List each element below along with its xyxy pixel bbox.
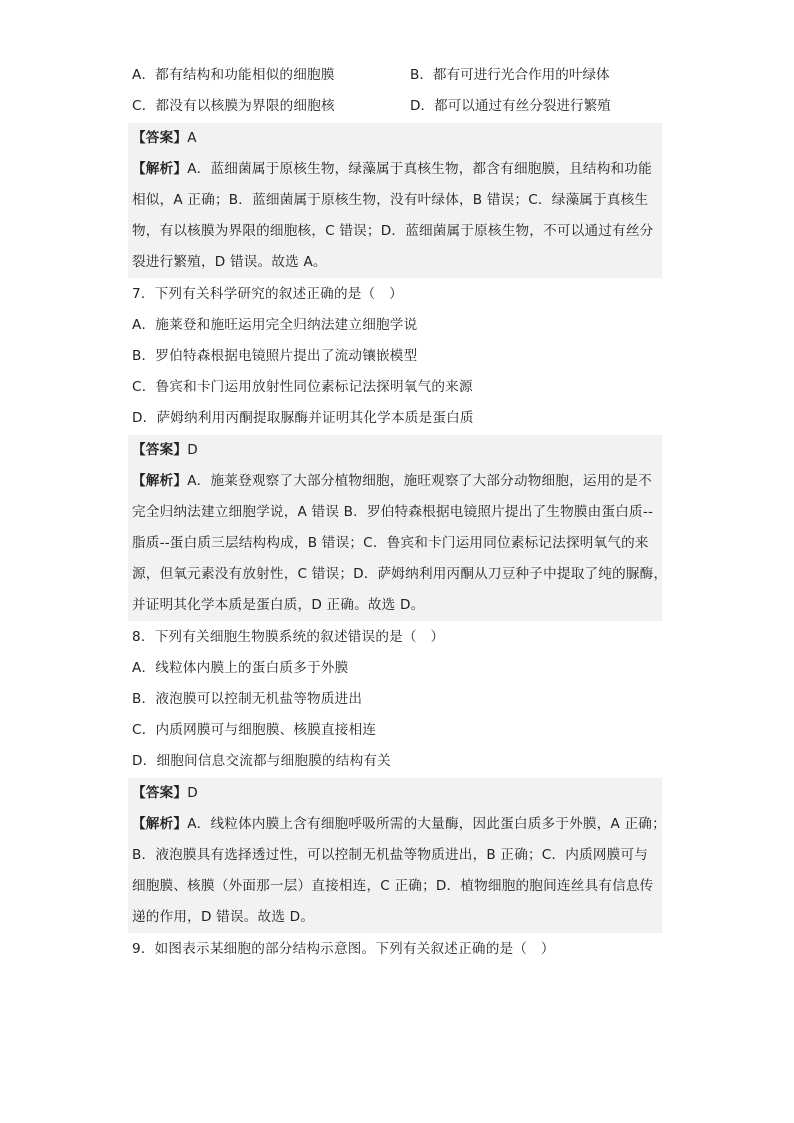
- analysis-label: 【解析】: [132, 161, 188, 177]
- q7-option-d: D．萨姆纳利用丙酮提取脲酶并证明其化学本质是蛋白质: [132, 410, 474, 426]
- q9-stem: 9．如图表示某细胞的部分结构示意图。下列有关叙述正确的是（ ）: [132, 941, 555, 957]
- analysis-label: 【解析】: [132, 473, 188, 489]
- q7-analysis-line-4: 源，但氧元素没有放射性，C 错误；D．萨姆纳利用丙酮从刀豆种子中提取了纯的脲酶，: [132, 566, 668, 582]
- answer-value: A: [187, 130, 197, 146]
- q8-option-a: A．线粒体内膜上的蛋白质多于外膜: [132, 660, 349, 676]
- analysis-text: A．蓝细菌属于原核生物，绿藻属于真核生物，都含有细胞膜，且结构和功能: [187, 161, 652, 177]
- q8-option-d: D．细胞间信息交流都与细胞膜的结构有关: [132, 753, 391, 769]
- answer-label: 【答案】: [132, 130, 188, 146]
- q7-analysis-line-2: 完全归纳法建立细胞学说，A 错误 B．罗伯特森根据电镜照片提出了生物膜由蛋白质--: [132, 504, 654, 520]
- q7-analysis-line-3: 脂质--蛋白质三层结构构成，B 错误；C．鲁宾和卡门运用同位素标记法探明氧气的来: [132, 535, 649, 551]
- q8-option-c: C．内质网膜可与细胞膜、核膜直接相连: [132, 722, 377, 738]
- q7-stem: 7．下列有关科学研究的叙述正确的是（ ）: [132, 286, 403, 302]
- q6-option-c: C．都没有以核膜为界限的细胞核: [132, 98, 335, 114]
- q8-analysis-line-3: 细胞膜、核膜（外面那一层）直接相连，C 正确；D．植物细胞的胞间连丝具有信息传: [132, 878, 654, 894]
- q7-option-a: A．施莱登和施旺运用完全归纳法建立细胞学说: [132, 317, 418, 333]
- q6-analysis-line-2: 相似，A 正确；B．蓝细菌属于原核生物，没有叶绿体，B 错误；C．绿藻属于真核生: [132, 192, 649, 208]
- answer-label: 【答案】: [132, 442, 188, 458]
- answer-label: 【答案】: [132, 785, 188, 801]
- q8-analysis-line-2: B．液泡膜具有选择透过性，可以控制无机盐等物质进出，B 正确；C．内质网膜可与: [132, 847, 649, 863]
- q6-option-a: A．都有结构和功能相似的细胞膜: [132, 67, 335, 83]
- q7-analysis-line-1: [132, 466, 652, 497]
- q6-analysis-line-3: 物，有以核膜为界限的细胞核，C 错误；D．蓝细菌属于原核生物，不可以通过有丝分: [132, 223, 654, 239]
- answer-value: D: [187, 785, 198, 801]
- q8-answer: [132, 778, 198, 809]
- q6-option-d: D．都可以通过有丝分裂进行繁殖: [410, 98, 611, 114]
- q8-analysis-line-4: 递的作用，D 错误。故选 D。: [132, 909, 315, 925]
- q6-analysis-line-4: 裂进行繁殖，D 错误。故选 A。: [132, 254, 327, 270]
- q8-analysis-line-1: [132, 809, 666, 840]
- analysis-label: 【解析】: [132, 816, 188, 832]
- q7-option-c: C．鲁宾和卡门运用放射性同位素标记法探明氧气的来源: [132, 379, 473, 395]
- q6-answer: [132, 123, 197, 154]
- q8-option-b: B．液泡膜可以控制无机盐等物质进出: [132, 691, 363, 707]
- q7-answer: [132, 435, 198, 466]
- q7-analysis-line-5: 并证明其化学本质是蛋白质，D 正确。故选 D。: [132, 597, 425, 613]
- q7-option-b: B．罗伯特森根据电镜照片提出了流动镶嵌模型: [132, 348, 418, 364]
- analysis-text: A．线粒体内膜上含有细胞呼吸所需的大量酶，因此蛋白质多于外膜，A 正确；: [187, 816, 666, 832]
- q8-stem: 8．下列有关细胞生物膜系统的叙述错误的是（ ）: [132, 629, 445, 645]
- analysis-text: A．施莱登观察了大部分植物细胞，施旺观察了大部分动物细胞，运用的是不: [187, 473, 652, 489]
- q6-option-b: B．都有可进行光合作用的叶绿体: [410, 67, 610, 83]
- q6-analysis-line-1: [132, 154, 652, 185]
- answer-value: D: [187, 442, 198, 458]
